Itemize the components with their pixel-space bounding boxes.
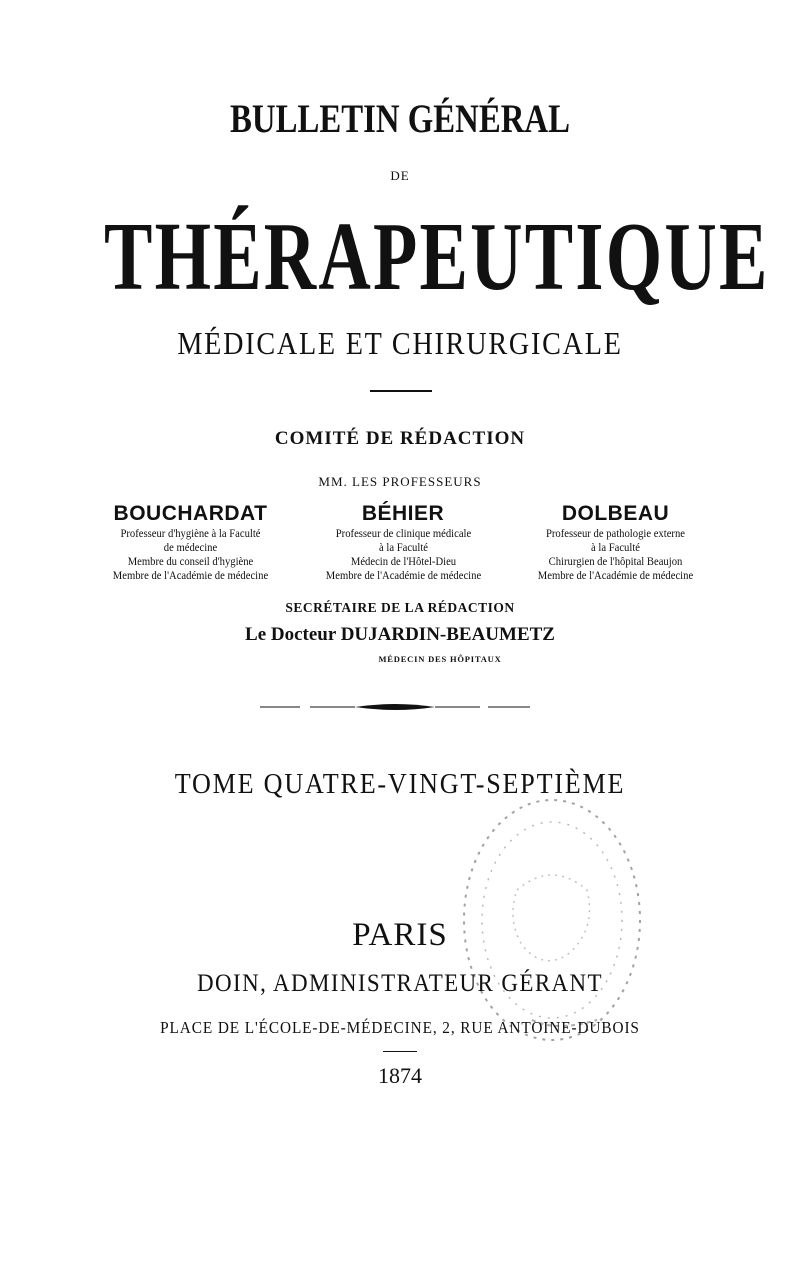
professor-line: Membre de l'Académie de médecine bbox=[112, 570, 269, 582]
secretary-title: MÉDECIN DES HÔPITAUX bbox=[378, 654, 502, 664]
professors-list bbox=[88, 502, 718, 583]
professor-name: DOLBEAU bbox=[561, 502, 670, 525]
committee-intro: MM. LES PROFESSEURS bbox=[318, 474, 482, 489]
professor-bouchardat bbox=[88, 502, 293, 583]
main-title: THÉRAPEUTIQUE bbox=[104, 203, 770, 311]
professor-line: Professeur de clinique médicale bbox=[335, 528, 471, 540]
ornamental-rule bbox=[260, 700, 530, 714]
professor-line: à la Faculté bbox=[378, 542, 428, 554]
professor-line: Membre du conseil d'hygiène bbox=[127, 556, 254, 568]
professor-line: Professeur d'hygiène à la Faculté bbox=[120, 528, 261, 540]
professor-line: Chirurgien de l'hôpital Beaujon bbox=[548, 556, 683, 568]
imprint-address: PLACE DE L'ÉCOLE-DE-MÉDECINE, 2, RUE ANTOINE-DUBOIS bbox=[160, 1018, 640, 1037]
professor-line: Professeur de pathologie externe bbox=[545, 528, 685, 540]
de-label: DE bbox=[390, 168, 410, 183]
professor-behier bbox=[301, 502, 506, 583]
professor-line: Médecin de l'Hôtel-Dieu bbox=[350, 556, 456, 568]
professor-line: Membre de l'Académie de médecine bbox=[325, 570, 481, 582]
professor-dolbeau bbox=[513, 502, 718, 583]
professor-line: de médecine bbox=[163, 542, 218, 554]
committee-heading: COMITÉ DE RÉDACTION bbox=[274, 428, 526, 449]
secretary-name: Le Docteur DUJARDIN-BEAUMETZ bbox=[245, 624, 555, 645]
divider-short bbox=[370, 390, 432, 392]
imprint-publisher: DOIN, ADMINISTRATEUR GÉRANT bbox=[197, 970, 603, 997]
secretary-heading: SECRÉTAIRE DE LA RÉDACTION bbox=[285, 600, 515, 615]
volume-tome: TOME QUATRE-VINGT-SEPTIÈME bbox=[174, 768, 626, 800]
professor-name: BOUCHARDAT bbox=[113, 502, 268, 525]
imprint-year: 1874 bbox=[378, 1063, 422, 1088]
bulletin-title: BULLETIN GÉNÉRAL bbox=[230, 96, 570, 141]
subtitle: MÉDICALE ET CHIRURGICALE bbox=[177, 325, 623, 361]
professor-line: Membre de l'Académie de médecine bbox=[537, 570, 694, 582]
professor-name: BÉHIER bbox=[361, 502, 445, 525]
divider-tiny bbox=[383, 1051, 417, 1052]
imprint-city: PARIS bbox=[352, 917, 448, 953]
professor-line: à la Faculté bbox=[591, 542, 640, 554]
